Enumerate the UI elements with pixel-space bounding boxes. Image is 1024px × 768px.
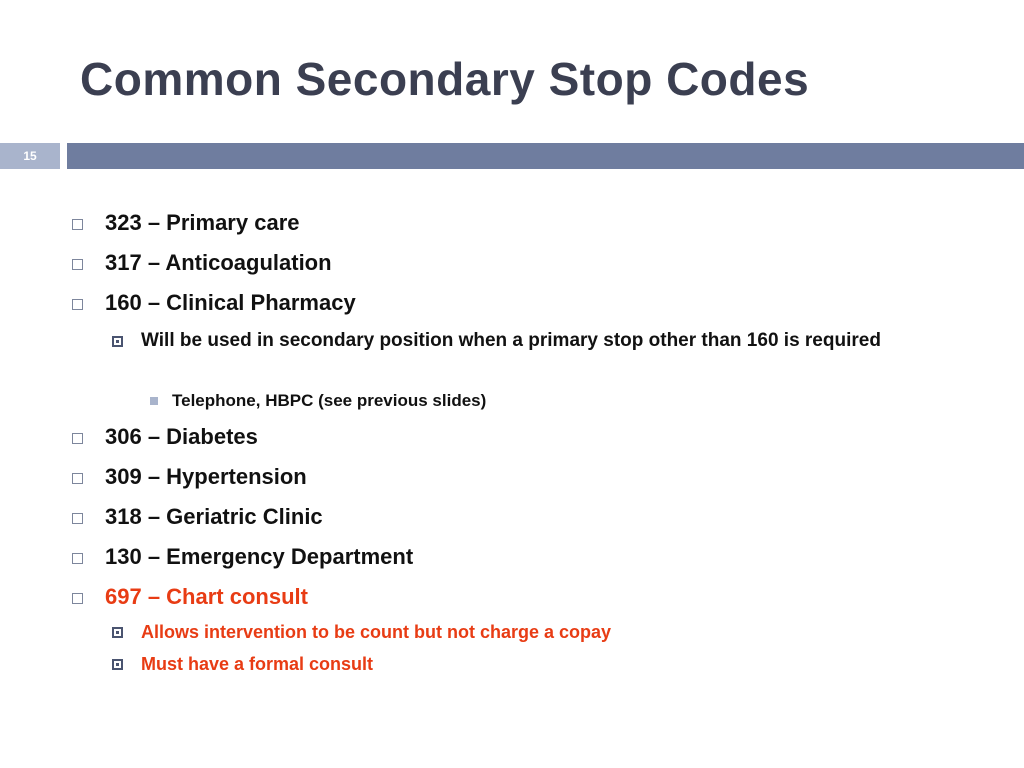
hollow-square-bullet-icon <box>72 593 83 604</box>
hollow-square-bullet-icon <box>72 553 83 564</box>
bullet-text: 697 – Chart consult <box>105 584 308 609</box>
highlighted-sub-bullet-item <box>112 652 952 676</box>
hollow-square-bullet-icon <box>72 473 83 484</box>
bullet-item <box>72 503 323 531</box>
hollow-square-bullet-icon <box>72 259 83 270</box>
hollow-square-bullet-icon <box>72 219 83 230</box>
bullet-item <box>72 249 332 277</box>
bullet-text: 309 – Hypertension <box>105 464 307 489</box>
slide-title: Common Secondary Stop Codes <box>80 53 810 105</box>
sub-bullet-text: Must have a formal consult <box>141 654 374 674</box>
sub-bullet-text: Will be used in secondary position when a primary stop other than 160 is required <box>141 330 881 351</box>
sub-sub-bullet-item <box>150 390 486 412</box>
framed-square-bullet-icon <box>112 336 123 347</box>
bullet-item <box>72 289 356 317</box>
sub-bullet-item <box>112 329 952 353</box>
slide-number: 15 <box>0 143 60 169</box>
bullet-item <box>72 543 413 571</box>
bullet-item <box>72 209 300 237</box>
bullet-item <box>72 423 258 451</box>
hollow-square-bullet-icon <box>72 513 83 524</box>
bullet-text: 306 – Diabetes <box>105 424 258 449</box>
bullet-item <box>72 463 307 491</box>
sub-sub-bullet-text: Telephone, HBPC (see previous slides) <box>172 391 487 410</box>
sub-bullet-text: Allows intervention to be count but not charge a copay <box>141 622 612 642</box>
framed-square-bullet-icon <box>112 627 123 638</box>
bullet-text: 323 – Primary care <box>105 210 300 235</box>
bullet-text: 317 – Anticoagulation <box>105 250 332 275</box>
highlighted-sub-bullet-item <box>112 620 952 644</box>
bullet-text: 130 – Emergency Department <box>105 544 414 569</box>
hollow-square-bullet-icon <box>72 299 83 310</box>
bullet-text: 318 – Geriatric Clinic <box>105 504 323 529</box>
hollow-square-bullet-icon <box>72 433 83 444</box>
highlighted-bullet-item <box>72 583 308 611</box>
filled-square-bullet-icon <box>150 397 158 405</box>
framed-square-bullet-icon <box>112 659 123 670</box>
bullet-text: 160 – Clinical Pharmacy <box>105 290 356 315</box>
